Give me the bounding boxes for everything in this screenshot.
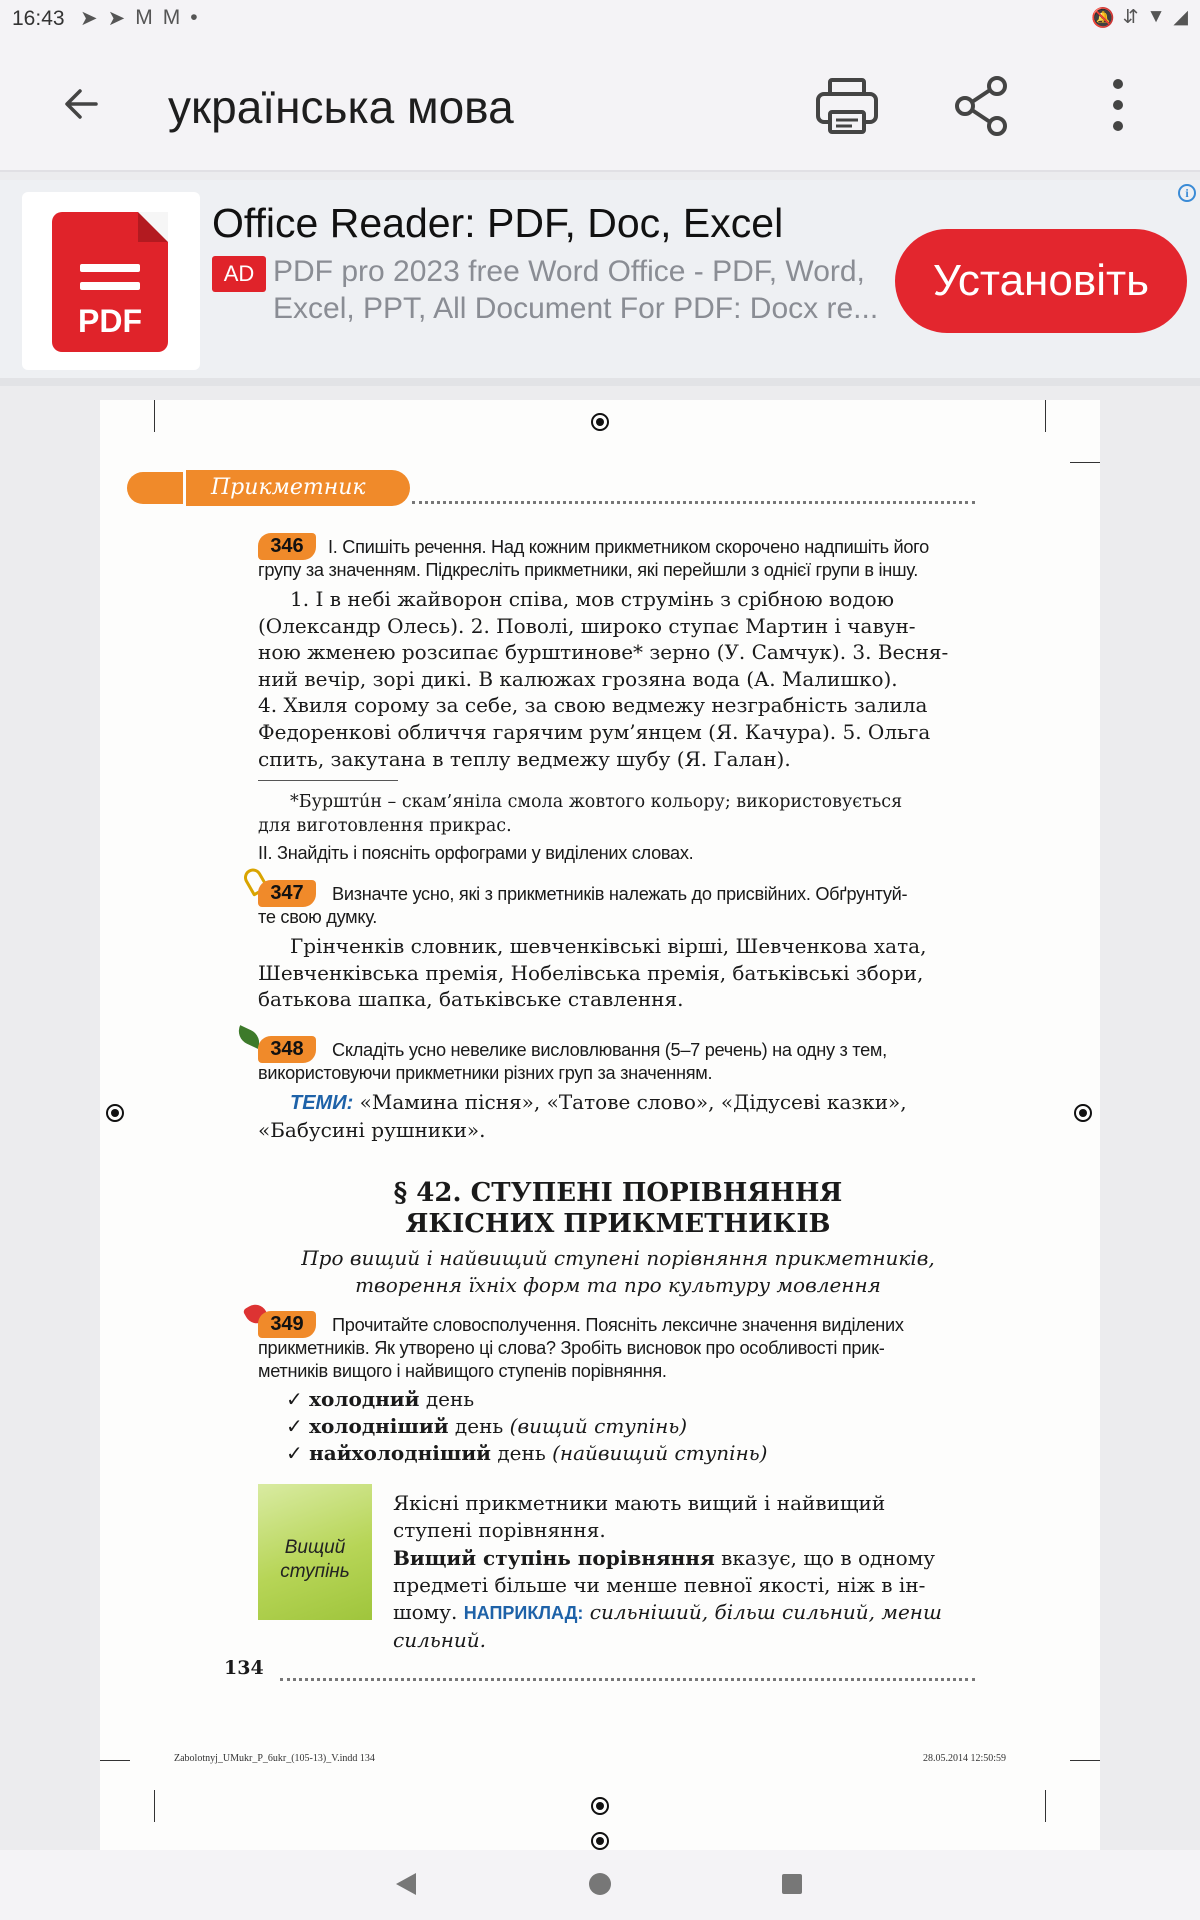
registration-mark-icon: [1074, 1104, 1092, 1122]
signal-icon: ◢: [1173, 7, 1188, 28]
example-list: [286, 1386, 886, 1467]
system-nav-bar: [0, 1850, 1200, 1920]
ad-description: PDF pro 2023 free Word Office - PDF, Word, Excel, PPT, All Document For PDF: Docx re...: [273, 255, 879, 325]
exercise-task: те свою думку.: [258, 907, 377, 927]
exercise-task: Складіть усно невелике висловлювання (5–7 речень) на одну з тем,: [332, 1040, 887, 1060]
registration-mark-icon: [591, 413, 609, 431]
exercise-number: 347: [258, 880, 316, 907]
section-tab: Прикметник: [127, 470, 410, 506]
wifi-icon: ▼: [1146, 6, 1166, 27]
telegram-icon: ➤: [107, 7, 126, 30]
exercise-number: 348: [258, 1036, 316, 1063]
list-item: ✓ холодний день: [286, 1387, 475, 1411]
footnote: *Бурштúн – скам’яніла смола жовтого кольору; використовується: [290, 792, 903, 812]
status-bar: [0, 0, 1200, 40]
print-footer: Zabolotnyj_UMukr_P_6ukr_(105-13)_V.indd 134: [174, 1753, 375, 1764]
nav-recents-icon[interactable]: [782, 1874, 802, 1894]
section-heading: § 42. СТУПЕНІ ПОРІВНЯННЯ ЯКІСНИХ ПРИКМЕТНИКІВ: [393, 1178, 843, 1239]
ad-banner[interactable]: [0, 180, 1200, 386]
ad-info-icon[interactable]: i: [1178, 184, 1196, 202]
list-item: ✓ найхолодніший день (найвищий ступінь): [286, 1441, 768, 1465]
checkmark-icon: ✓: [286, 1441, 303, 1465]
nav-home-icon[interactable]: [589, 1873, 611, 1895]
textbook-page: [100, 400, 1100, 1850]
data-arrows-icon: ⇵: [1122, 7, 1139, 28]
registration-mark-icon: [591, 1832, 609, 1850]
ad-badge: AD: [212, 256, 266, 292]
exercise-task: Визначте усно, які з прикметників належать до присвійних. Обґрунтуй-: [332, 884, 908, 904]
pdf-document-icon: PDF: [52, 212, 168, 352]
ad-title[interactable]: Office Reader: PDF, Doc, Excel: [212, 200, 784, 246]
section-subheading: Про вищий і найвищий ступені порівняння прикметників, творення їхніх форм та про культуру мовлення: [301, 1246, 935, 1297]
exercise-task: Прочитайте словосполучення. Поясніть лексичне значення виділених: [332, 1315, 904, 1335]
install-button[interactable]: Установіть: [895, 229, 1187, 333]
print-footer: 28.05.2014 12:50:59: [923, 1753, 1007, 1764]
checkmark-icon: ✓: [286, 1414, 303, 1438]
exercise-text: ТЕМИ: «Мамина пісня», «Татове слово», «Дідусеві казки», «Бабусині рушники».: [258, 1090, 907, 1142]
more-vertical-icon[interactable]: [1084, 70, 1154, 140]
exercise-number: 349: [258, 1311, 316, 1338]
dot-icon: •: [190, 6, 198, 29]
registration-mark-icon: [591, 1797, 609, 1815]
exercise-text: Грінченків словник, шевченківські вірші, Шевченкова хата, Шевченківська премія, Нобелівська премія, батьківські збори, батькова шапка, батьківське ставлення.: [258, 934, 927, 1012]
exercise-task: метників вищого і найвищого ступенів порівняння.: [258, 1361, 667, 1381]
share-icon[interactable]: [947, 70, 1017, 140]
exercise-number: 346: [258, 533, 316, 560]
exercise-task: прикметників. Як утворено ці слова? Зробіть висновок про особливості прик-: [258, 1338, 885, 1358]
exercise-task: групу за значенням. Підкресліть прикметники, які перейшли з однієї групи в іншу.: [258, 560, 919, 580]
rule-label-box: Вищий ступінь: [258, 1484, 372, 1620]
registration-mark-icon: [106, 1104, 124, 1122]
footnote: для виготовлення прикрас.: [258, 816, 512, 836]
nav-back-icon[interactable]: [396, 1873, 416, 1895]
back-arrow-icon[interactable]: [56, 78, 108, 130]
status-time: 16:43: [12, 7, 65, 30]
document-title: українська мова: [168, 81, 514, 133]
ad-app-logo[interactable]: [22, 192, 200, 370]
rule-text: Якісні прикметники мають вищий і найвищий ступені порівняння. Вищий ступінь порівняння вказує, що в одному предметі більше чи менше певної якості, ніж в ін- шому. НАПРИКЛАД: сильніший, більш сильний, менш сильний.: [393, 1491, 942, 1653]
app-bar: [0, 40, 1200, 172]
exercise-task: ІІ. Знайдіть і поясніть орфограми у виділених словах.: [258, 843, 694, 863]
checkmark-icon: ✓: [286, 1387, 303, 1411]
exercise-text: 1. І в небі жайворон співа, мов струмінь з срібною водою (Олександр Олесь). 2. Поволі, широко ступає Мартин і чавун- ною жменею розсипає бурштинове* зерно (У. Самчук). 3. Весня- ний вечір, зорі дикі. В калюжах грозяна вода (А. Малишко). 4. Хвиля сорому за себе, за свою ведмежу незграбність залила Федоренкові обличчя гарячим рум’янцем (Я. Качура). 5. Ольга спить, закутана в теплу ведмежу шубу (Я. Галан).: [258, 587, 949, 771]
document-viewer[interactable]: [0, 394, 1200, 1850]
telegram-icon: ➤: [80, 7, 98, 30]
exercise-task: І. Спишіть речення. Над кожним прикметником скорочено надпишіть його: [328, 537, 929, 557]
exercise-task: використовуючи прикметники різних груп за значенням.: [258, 1063, 713, 1083]
list-item: ✓ холодніший день (вищий ступінь): [286, 1414, 688, 1438]
page-number: 134: [224, 1657, 264, 1679]
gmail-icon: M: [162, 6, 181, 29]
gmail-icon: M: [135, 6, 153, 29]
mute-icon: 🔕: [1090, 8, 1115, 29]
print-icon[interactable]: [812, 70, 882, 140]
